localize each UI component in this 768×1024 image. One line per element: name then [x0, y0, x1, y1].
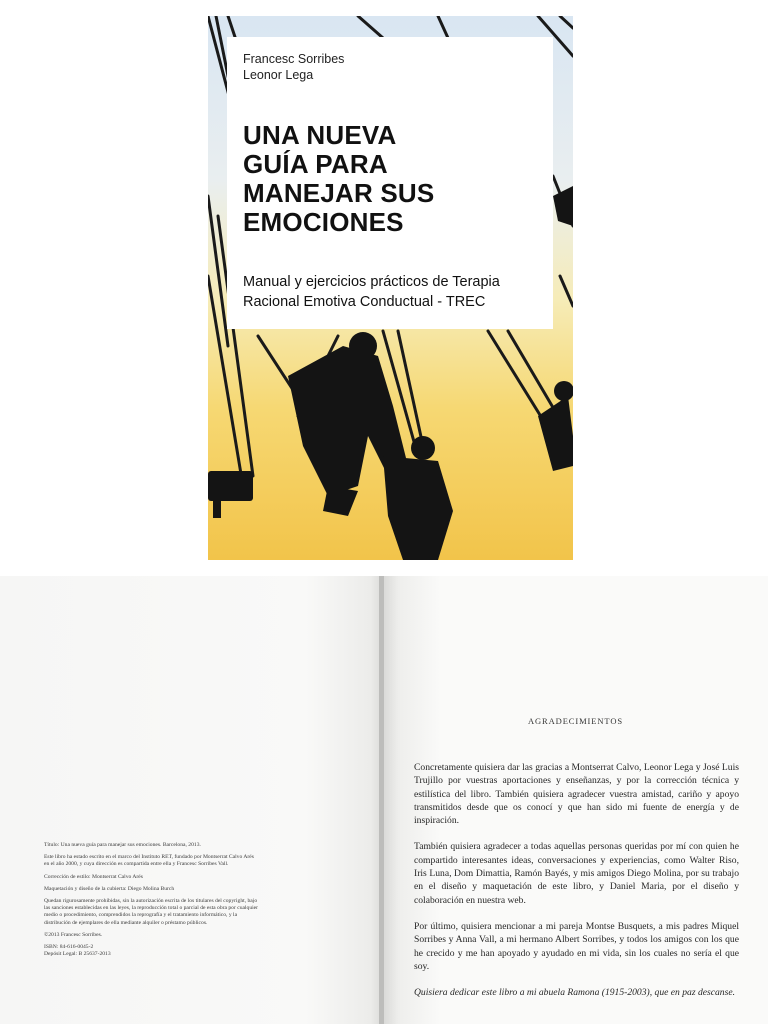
subtitle-line: Racional Emotiva Conductual - TREC [243, 294, 486, 310]
paragraph: Por último, quisiera mencionar a mi pareja Montse Busquets, a mis padres Miquel Sorribes y Anna Vall, a mi hermano Albert Sorribes, y todos los amigos con los que he crecido y me han apoyado y ayudado en mi vida, sin los cuales no sería el que soy. [414, 920, 739, 972]
credit-line: Maquetación y diseño de la cubierta: Diego Molina Burch [44, 885, 175, 892]
cover-authors [243, 51, 344, 83]
credit-line: Depósit Legal: B 25637-2013 [44, 951, 111, 958]
credit-line: Título: Una nueva guía para manejar sus emociones. Barcelona, 2013. [44, 842, 201, 848]
credit-line: ISBN: 84-616-0045-2 [44, 944, 94, 951]
credit-line: Quedan rigurosamente prohibidas, sin la autorización escrita de los titulares del copyright, bajo las sanciones establecidas en las leyes, la reproducción total o parcial de esta obra por cualquier medio o procedimiento, comprendidos la reprografía y el tratamiento informático, y la distribución de ejemplares de ella mediante alquiler o préstamo públicos. [44, 898, 259, 926]
book-gutter [379, 576, 384, 1024]
book-title [243, 121, 543, 237]
title-line: GUÍA PARA [243, 149, 388, 179]
author-name: Leonor Lega [243, 68, 314, 82]
credit-line: Este libro ha estado escrito en el marco del Instituto RET, fundado por Montserrat Calvo Arés en el año 2000, y cuya dirección es compartida entre ella y Francesc Sorribes Vall. [44, 854, 254, 868]
title-line: EMOCIONES [243, 207, 404, 237]
title-line: UNA NUEVA [243, 120, 397, 150]
credit-line: Corrección de estilo: Montserrat Calvo Arés [44, 873, 143, 880]
book-subtitle [243, 272, 548, 312]
paragraph: Concretamente quisiera dar las gracias a Montserrat Calvo, Leonor Lega y José Luis Trujillo por vuestras aportaciones y enseñanzas, y por la corrección técnica y estilística del libro. También quisiera agradecer vuestra amistad, cariño y apoyo transmitidos desde que os conocí y que han sido mi fuente de energía y de inspiración. [414, 762, 739, 827]
paragraph: También quisiera agradecer a todas aquellas personas queridas por mí con quien he compartido interesantes ideas, conversaciones y experiencias, como Walter Riso, Iris Luna, Dom Dimattia, Ramón Bayés, y mis amigos Diego Molina, por su trabajo en el diseño y maquetación de este libro, y Daniel Maria, por el diseño y colaboración en nuestra web. [414, 841, 739, 906]
author-name: Francesc Sorribes [243, 52, 345, 66]
acknowledgements-body [414, 761, 739, 1012]
dedication: Quisiera dedicar este libro a mi abuela Ramona (1915-2003), que en paz descanse. [414, 987, 735, 999]
subtitle-line: Manual y ejercicios prácticos de Terapia [243, 274, 500, 290]
acknowledgements-heading: AGRADECIMIENTOS [527, 716, 624, 726]
credit-line: ©2013 Francesc Sorribes. [44, 931, 103, 938]
copyright-credits [44, 842, 259, 958]
title-line: MANEJAR SUS [243, 178, 435, 208]
